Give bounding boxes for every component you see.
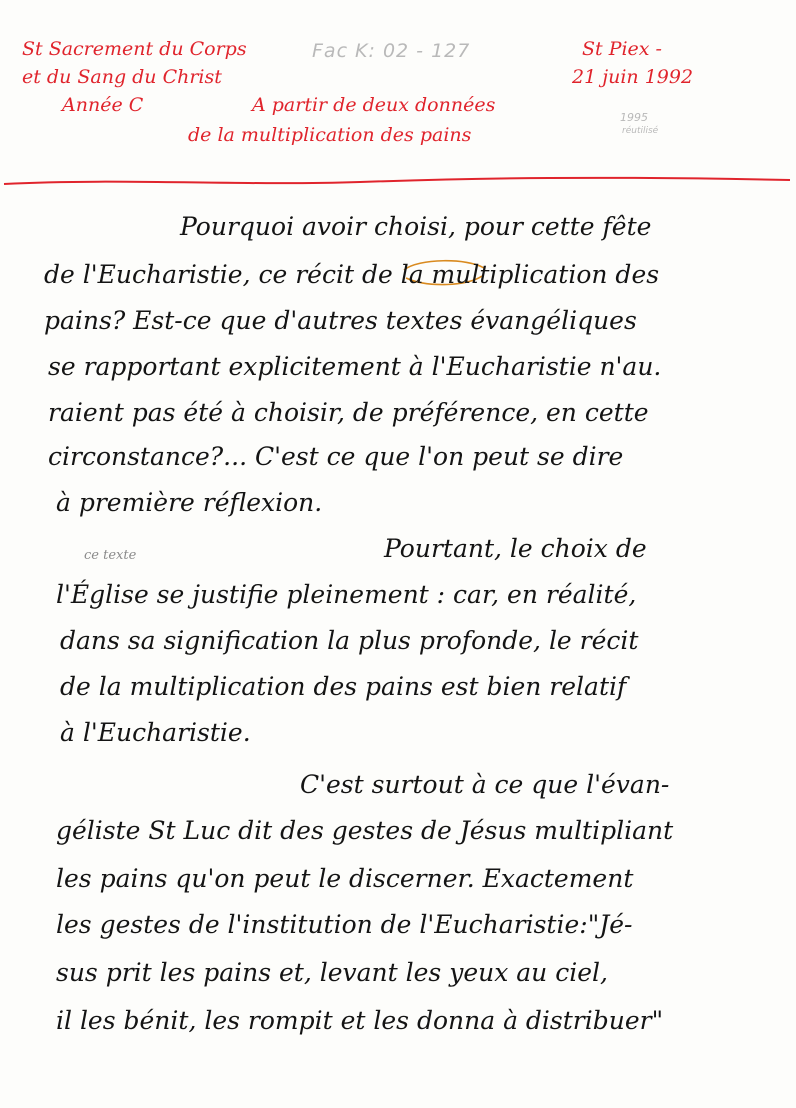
body-line-7: à première réflexion. [56, 488, 323, 517]
subject-line2: de la multiplication des pains [188, 124, 472, 146]
place: St Piex - [582, 38, 662, 60]
header-divider [0, 170, 796, 194]
body-line-10: dans sa signification la plus profonde, le récit [60, 626, 639, 655]
body-line-16: les gestes de l'institution de l'Eucharistie:"Jé- [56, 910, 633, 939]
body-line-5: raient pas été à choisir, de préférence, en cette [48, 398, 649, 427]
reuse-note-year: 1995 [620, 111, 648, 124]
body-line-14: géliste St Luc dit des gestes de Jésus multipliant [56, 816, 674, 845]
liturgical-year: Année C [62, 94, 144, 116]
feast-title-line1: St Sacrement du Corps [22, 38, 247, 60]
body-line-11: de la multiplication des pains est bien relatif [60, 672, 627, 701]
body-line-18: il les bénit, les rompit et les donna à distribuer" [56, 1006, 664, 1035]
archive-reference: Fac K: 02 - 127 [312, 40, 471, 62]
body-line-8: Pourtant, le choix de [384, 534, 647, 563]
body-line-13: C'est surtout à ce que l'évan- [300, 770, 670, 799]
body-line-9: l'Église se justifie pleinement : car, en réalité, [56, 580, 637, 609]
subject-line1: A partir de deux données [252, 94, 496, 116]
reuse-note: réutilisé [622, 126, 659, 136]
date: 21 juin 1992 [572, 66, 694, 88]
body-line-4: se rapportant explicitement à l'Eucharistie n'au. [48, 352, 662, 381]
body-line-15: les pains qu'on peut le discerner. Exactement [56, 864, 634, 893]
body-line-17: sus prit les pains et, levant les yeux au ciel, [56, 958, 608, 987]
body-line-6: circonstance?... C'est ce que l'on peut se dire [48, 442, 624, 471]
body-line-1: Pourquoi avoir choisi, pour cette fête [180, 212, 652, 241]
body-line-3: pains? Est-ce que d'autres textes évangéliques [44, 306, 637, 335]
pencil-insertion: ce texte [84, 548, 137, 563]
body-line-12: à l'Eucharistie. [60, 718, 251, 747]
body-line-2: de l'Eucharistie, ce récit de la multiplication des [44, 260, 660, 289]
feast-title-line2: et du Sang du Christ [22, 66, 222, 88]
